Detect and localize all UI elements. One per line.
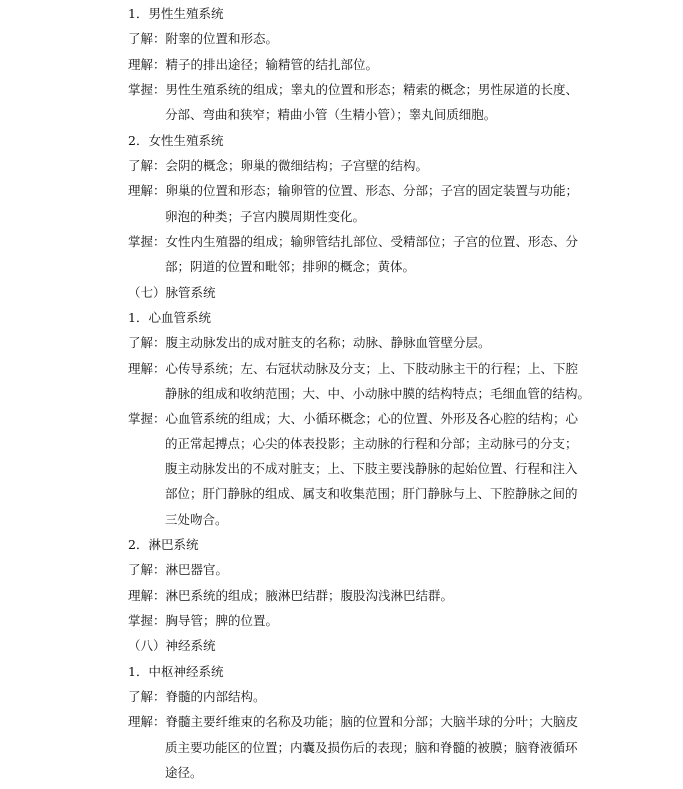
requirement-level-label: 了解： [128, 158, 166, 173]
requirement-line [128, 57, 378, 73]
requirement-level-label: 理解： [128, 361, 166, 376]
requirement-text: 会阴的概念；卵巢的微细结构；子宫壁的结构。 [165, 158, 429, 173]
section-heading: 1．心血管系统 [128, 310, 211, 325]
requirement-line [128, 714, 578, 730]
requirement-level-label: 掌握： [128, 411, 166, 426]
section-heading: （八）神经系统 [128, 638, 216, 653]
requirement-continuation: 静脉的组成和收纳范围；大、中、小动脉中膜的结构特点；毛细血管的结构。 [165, 386, 591, 401]
requirement-text: 精子的排出途径；输精管的结扎部位。 [165, 57, 379, 72]
requirement-level-label: 掌握： [128, 82, 166, 97]
requirement-text: 心血管系统的组成；大、小循环概念；心的位置、外形及各心腔的结构；心 [165, 411, 579, 426]
requirement-line [128, 335, 491, 351]
requirement-continuation: 部位；肝门静脉的组成、属支和收集范围；肝门静脉与上、下腔静脉之间的 [165, 486, 578, 501]
requirement-line [128, 183, 578, 199]
requirement-level-label: 了解： [128, 689, 166, 704]
requirement-level-label: 理解： [128, 183, 166, 198]
requirement-line [128, 158, 428, 174]
requirement-line [128, 411, 578, 427]
requirement-line [128, 588, 453, 604]
requirement-level-label: 掌握： [128, 613, 166, 628]
requirement-text: 附睾的位置和形态。 [165, 31, 279, 46]
section-heading: 2．女性生殖系统 [128, 133, 224, 148]
requirement-continuation: 卵泡的种类；子宫内膜周期性变化。 [165, 209, 366, 224]
requirement-level-label: 理解： [128, 57, 166, 72]
requirement-text: 淋巴器官。 [165, 562, 229, 577]
requirement-level-label: 了解： [128, 335, 166, 350]
requirement-text: 心传导系统；左、右冠状动脉及分支；上、下肢动脉主干的行程；上、下腔 [165, 361, 579, 376]
requirement-text: 淋巴系统的组成；腋淋巴结群；腹股沟浅淋巴结群。 [165, 588, 454, 603]
requirement-level-label: 了解： [128, 562, 166, 577]
section-heading: 1．男性生殖系统 [128, 6, 224, 21]
requirement-line [128, 31, 278, 47]
requirement-line [128, 234, 578, 250]
requirement-level-label: 理解： [128, 714, 166, 729]
requirement-text: 男性生殖系统的组成；睾丸的位置和形态；精索的概念；男性尿道的长度、 [165, 82, 579, 97]
requirement-line [128, 361, 578, 377]
section-heading: 2．淋巴系统 [128, 537, 199, 552]
section-heading: （七）脉管系统 [128, 285, 216, 300]
requirement-line [128, 689, 266, 705]
requirement-text: 卵巢的位置和形态；输卵管的位置、形态、分部；子宫的固定装置与功能； [165, 183, 579, 198]
section-heading: 1．中枢神经系统 [128, 664, 224, 679]
requirement-text: 脊髓主要纤维束的名称及功能；脑的位置和分部；大脑半球的分叶；大脑皮 [165, 714, 579, 729]
requirement-text: 腹主动脉发出的成对脏支的名称；动脉、静脉血管壁分层。 [165, 335, 491, 350]
requirement-level-label: 掌握： [128, 234, 166, 249]
requirement-continuation: 部；阴道的位置和毗邻；排卵的概念；黄体。 [165, 259, 416, 274]
requirement-text: 胸导管；脾的位置。 [165, 613, 279, 628]
requirement-level-label: 了解： [128, 31, 166, 46]
requirement-line [128, 613, 278, 629]
requirement-continuation: 质主要功能区的位置；内囊及损伤后的表现；脑和脊髓的被膜；脑脊液循环 [165, 740, 578, 755]
requirement-line [128, 82, 578, 98]
requirement-continuation: 腹主动脉发出的不成对脏支；上、下肢主要浅静脉的起始位置、行程和注入 [165, 461, 578, 476]
requirement-continuation: 分部、弯曲和狭窄；精曲小管（生精小管）；睾丸间质细胞。 [165, 107, 497, 122]
requirement-text: 女性内生殖器的组成；输卵管结扎部位、受精部位；子宫的位置、形态、分 [165, 234, 579, 249]
requirement-text: 脊髓的内部结构。 [165, 689, 266, 704]
requirement-level-label: 理解： [128, 588, 166, 603]
requirement-continuation: 的正常起搏点；心尖的体表投影；主动脉的行程和分部；主动脉弓的分支； [165, 436, 578, 451]
requirement-continuation: 途径。 [165, 765, 203, 780]
requirement-continuation: 三处吻合。 [165, 512, 228, 527]
requirement-line [128, 562, 228, 578]
